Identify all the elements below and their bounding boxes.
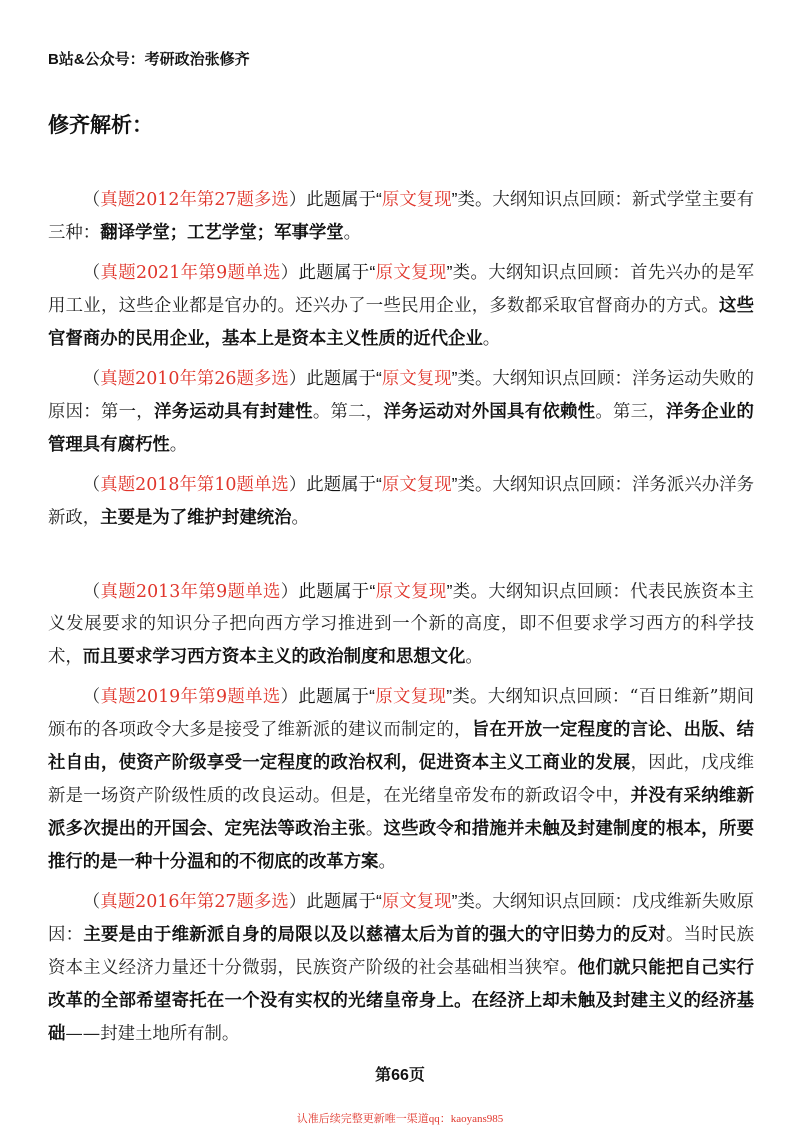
- key-point-text: 主要是由于维新派自身的局限以及以慈禧太后为首的强大的守旧势力的反对: [83, 924, 666, 944]
- body-text: 大纲知识点回顾：代表民族资本主义发展要求的知识分子把向西方学习推进到一个新的高度，即不但要求学习西方的科学技术，: [48, 582, 754, 667]
- category-text: 此题属于“: [298, 581, 376, 601]
- answer-paragraph: [48, 885, 754, 1050]
- body-text: 。第二，: [312, 402, 384, 422]
- key-point-text: 他们就只能把自己实行改革的全部希望寄托在一个没有实权的光绪皇帝身上。在经济上却未触及封建主义的经济基础: [48, 957, 754, 1043]
- category-text: 此题属于“: [298, 262, 376, 282]
- body-text: 。: [291, 508, 309, 528]
- category-highlight: 原文复现: [381, 891, 452, 911]
- body-text: 。: [343, 223, 362, 243]
- body-text: ——封建土地所有制。: [65, 1024, 240, 1044]
- body-text: （: [82, 475, 101, 495]
- body-text: （: [82, 892, 101, 912]
- document-body: [48, 183, 754, 1057]
- answer-paragraph: [48, 183, 754, 249]
- body-text: 大纲知识点回顾：首先兴办的是军用工业，这些企业都是官办的。还兴办了一些民用企业，多数都采取官督商办的方式。: [48, 263, 754, 316]
- body-text: 大纲知识点回顾：洋务运动失败的原因：第一，: [48, 369, 754, 422]
- body-text: ）: [280, 263, 299, 283]
- key-point-text: 旨在开放一定程度的言论、出版、结社自由，使资产阶级享受一定程度的政治权利，促进资本主义工商业的发展: [48, 719, 754, 772]
- body-text: 。: [482, 329, 501, 349]
- body-text: 。当时民族资本主义经济力量还十分微弱，民族资产阶级的社会基础相当狭窄。: [48, 925, 754, 978]
- exam-source-label: 真题2019年第9题单选: [100, 687, 281, 707]
- body-text: ）: [288, 892, 307, 912]
- key-point-text: 洋务运动对外国具有依赖性: [383, 401, 596, 421]
- section-title: 修齐解析：: [48, 114, 153, 137]
- key-point-text: 这些官督商办的民用企业，基本上是资本主义性质的近代企业: [48, 295, 754, 348]
- body-text: ，因此，戊戌维新是一场资产阶级性质的改良运动。但是，在光绪皇帝发布的新政诏令中，: [48, 753, 754, 806]
- body-text: （: [82, 263, 101, 283]
- category-text: 此题属于“: [298, 686, 375, 706]
- key-point-text: 洋务企业的管理具有腐朽性: [48, 401, 754, 454]
- body-text: ）: [280, 582, 299, 602]
- category-text: 此题属于“: [306, 189, 382, 209]
- exam-source-label: 真题2013年第9题单选: [100, 582, 281, 602]
- category-text: ”类。: [451, 189, 493, 209]
- category-highlight: 原文复现: [375, 262, 447, 282]
- body-text: 。: [378, 852, 396, 872]
- answer-paragraph: [48, 680, 754, 878]
- category-highlight: 原文复现: [381, 474, 452, 494]
- body-text: （: [82, 582, 101, 602]
- body-text: 。: [465, 647, 483, 667]
- exam-source-label: 真题2016年第27题多选: [100, 892, 289, 912]
- key-point-text: 并没有采纳维新派多次提出的开国会、定宪法等政治主张: [48, 785, 754, 838]
- body-text: 大纲知识点回顾：“百日维新”期间颁布的各项政令大多是接受了维新派的建议而制定的，: [48, 687, 754, 740]
- body-text: 大纲知识点回顾：戊戌维新失败原因：: [48, 892, 754, 945]
- category-text: ”类。: [451, 368, 493, 388]
- answer-paragraph: [48, 575, 754, 673]
- body-text: 。: [365, 819, 384, 839]
- exam-source-label: 真题2010年第26题多选: [100, 369, 289, 389]
- category-text: 此题属于“: [306, 368, 382, 388]
- body-text: 。: [169, 435, 188, 455]
- category-text: ”类。: [451, 891, 493, 911]
- body-text: （: [82, 369, 101, 389]
- body-text: ）: [280, 687, 299, 707]
- category-highlight: 原文复现: [381, 368, 452, 388]
- body-text: ）: [288, 475, 307, 495]
- page-header: B站&公众号：考研政治张修齐: [48, 51, 250, 68]
- category-highlight: 原文复现: [375, 581, 447, 601]
- exam-source-label: 真题2021年第9题单选: [100, 263, 281, 283]
- body-text: （: [82, 687, 101, 707]
- paragraph-spacer: [48, 541, 754, 575]
- category-highlight: 原文复现: [374, 686, 447, 706]
- category-text: ”类。: [446, 686, 488, 706]
- body-text: 大纲知识点回顾：新式学堂主要有三种：: [48, 190, 754, 243]
- category-text: ”类。: [446, 262, 489, 282]
- category-text: 此题属于“: [306, 474, 382, 494]
- answer-paragraph: [48, 256, 754, 355]
- answer-paragraph: [48, 468, 754, 534]
- exam-source-label: 真题2018年第10题单选: [100, 475, 289, 495]
- answer-paragraph: [48, 362, 754, 461]
- body-text: （: [82, 190, 101, 210]
- key-point-text: 这些政令和措施并未触及封建制度的根本，所要推行的是一种十分温和的不彻底的改革方案: [48, 818, 754, 871]
- exam-source-label: 真题2012年第27题多选: [100, 190, 289, 210]
- key-point-text: 而且要求学习西方资本主义的政治制度和思想文化: [82, 646, 466, 666]
- category-text: ”类。: [446, 581, 489, 601]
- body-text: 大纲知识点回顾：洋务派兴办洋务新政，: [48, 475, 754, 528]
- key-point-text: 翻译学堂；工艺学堂；军事学堂: [100, 222, 344, 242]
- page-number: 第66页: [375, 1067, 425, 1084]
- key-point-text: 主要是为了维护封建统治: [100, 507, 292, 527]
- category-highlight: 原文复现: [381, 189, 452, 209]
- category-text: 此题属于“: [306, 891, 382, 911]
- category-text: ”类。: [451, 474, 493, 494]
- key-point-text: 洋务运动具有封建性: [153, 401, 313, 421]
- body-text: ）: [288, 190, 307, 210]
- body-text: 。第三，: [595, 402, 666, 422]
- watermark-text: 认准后续完整更新唯一渠道qq：kaoyans985: [296, 1113, 504, 1125]
- body-text: ）: [288, 369, 307, 389]
